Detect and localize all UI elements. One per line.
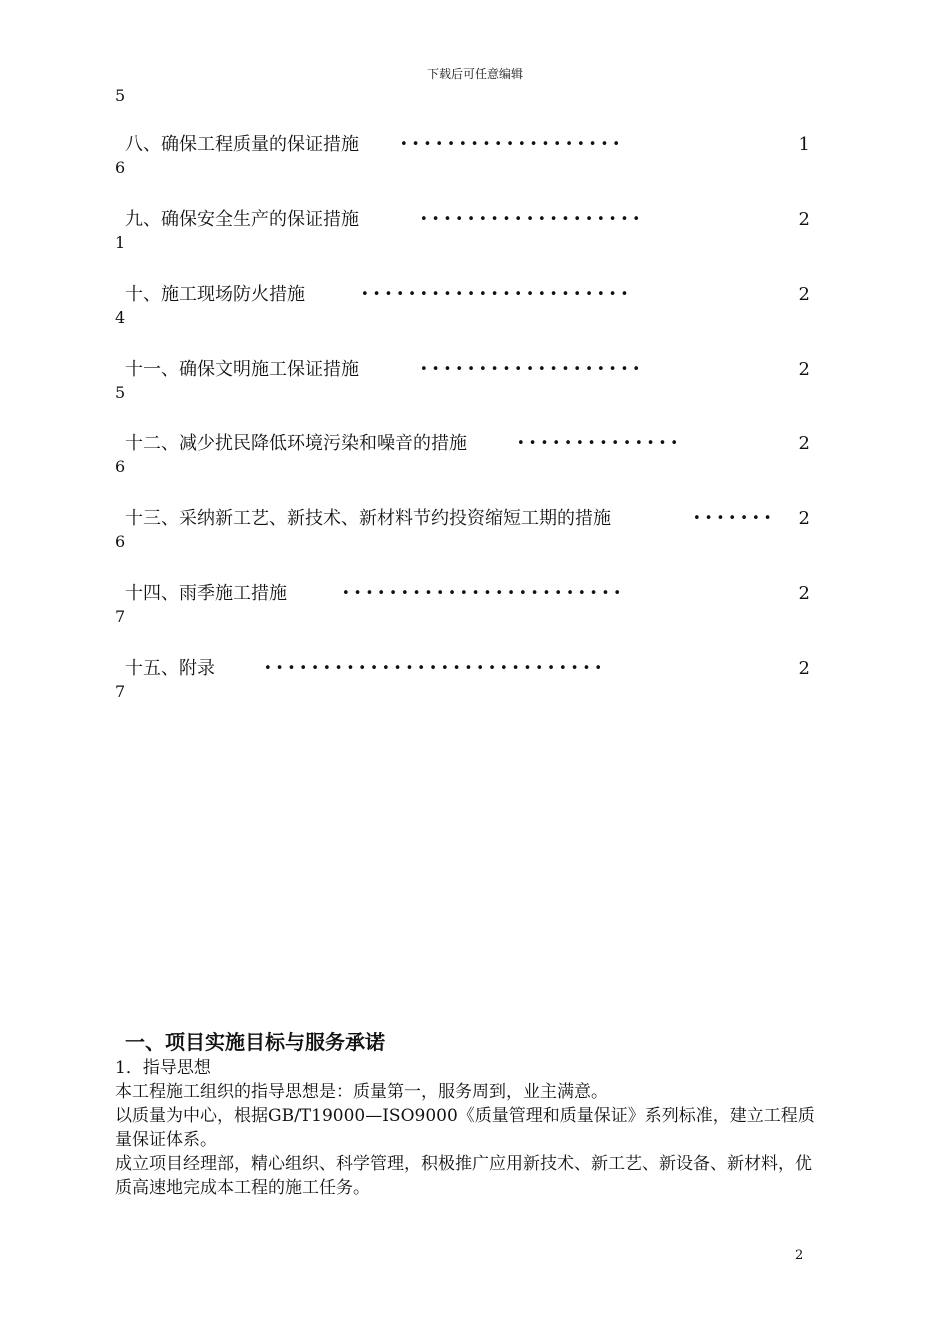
paragraph: 成立项目经理部，精心组织、科学管理，积极推广应用新技术、新工艺、新设备、新材料，优质高速地完成本工程的施工任务。: [115, 1154, 812, 1198]
toc-entry-title: 十四、雨季施工措施: [125, 583, 287, 604]
paragraph: 以质量为中心，根据GB/T19000—ISO9000《质量管理和质量保证》系列标准，建立工程质量保证体系。: [115, 1106, 815, 1150]
page-header: 下载后可任意编辑: [426, 67, 523, 81]
toc-leader-dots: • • • • • • • • • • • • • • • • • • •: [420, 212, 641, 227]
toc-page-number-continued: 4: [115, 308, 126, 327]
toc-page-number: 2: [798, 508, 810, 529]
toc-page-number: 2: [798, 359, 810, 380]
toc-entry[interactable]: [115, 508, 810, 558]
toc-page-number: 2: [798, 658, 810, 679]
toc-entry[interactable]: [115, 134, 810, 184]
toc-entry[interactable]: [115, 583, 810, 633]
toc-entry-title: 十、施工现场防火措施: [125, 284, 305, 305]
toc-entry-title: 十二、减少扰民降低环境污染和噪音的措施: [125, 433, 467, 454]
section-one: [115, 1028, 815, 1200]
section-subheading: 1．指导思想: [115, 1058, 211, 1078]
toc-page-number-continued: 7: [115, 682, 126, 701]
toc-entry[interactable]: [115, 209, 810, 259]
toc-entry[interactable]: [115, 658, 810, 708]
toc-leader-dots: • • • • • • • • • • • • • • • • • • • • • • • • • • • • •: [264, 661, 603, 676]
toc-page-number: 2: [798, 209, 810, 230]
toc-entry-title: 十一、确保文明施工保证措施: [125, 359, 359, 380]
toc-entry-title: 八、确保工程质量的保证措施: [125, 134, 359, 155]
toc-leader-dots: • • • • • • • • • • • • • • • • • • •: [400, 137, 621, 152]
toc-page-number-continued: 6: [115, 457, 126, 476]
paragraph: 本工程施工组织的指导思想是：质量第一，服务周到，业主满意。: [115, 1082, 608, 1102]
toc-page-number: 2: [798, 433, 810, 454]
toc-entry-title: 十三、采纳新工艺、新技术、新材料节约投资缩短工期的措施: [125, 508, 611, 529]
toc-leader-dots: • • • • • • • • • • • • • •: [517, 436, 679, 451]
toc-leader-dots: • • • • • • • • • • • • • • • • • • • • • • •: [361, 287, 629, 302]
toc-page-number-continued: 6: [115, 158, 126, 177]
toc-page-number-continued: 7: [115, 607, 126, 626]
toc-page-number: 1: [798, 134, 810, 155]
page-number: 2: [795, 1248, 804, 1263]
toc-page-number-continued: 5: [115, 383, 126, 402]
toc-entry-title: 十五、附录: [125, 658, 215, 679]
toc-carry-over-page: 5: [115, 86, 126, 105]
toc-leader-dots: • • • • • • •: [693, 511, 772, 526]
toc-entry[interactable]: [115, 284, 810, 334]
toc-entry[interactable]: [115, 433, 810, 483]
toc-entry[interactable]: [115, 359, 810, 409]
toc-page-number: 2: [798, 583, 810, 604]
toc-page-number-continued: 1: [115, 233, 126, 252]
toc-page-number: 2: [798, 284, 810, 305]
toc-page-number-continued: 6: [115, 532, 126, 551]
toc-leader-dots: • • • • • • • • • • • • • • • • • • • • • • • •: [342, 586, 622, 601]
toc-leader-dots: • • • • • • • • • • • • • • • • • • •: [420, 362, 641, 377]
toc-entry-title: 九、确保安全生产的保证措施: [125, 209, 359, 230]
section-heading: 一、项目实施目标与服务承诺: [125, 1030, 385, 1054]
